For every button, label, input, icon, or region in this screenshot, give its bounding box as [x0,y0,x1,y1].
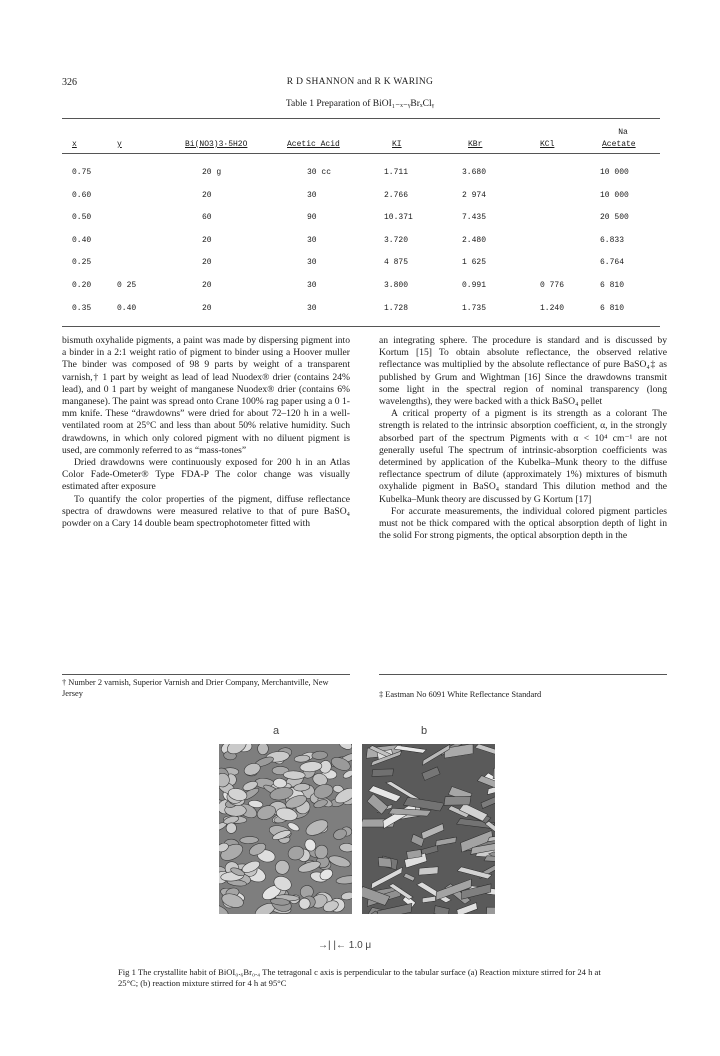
micrograph-b [362,744,495,914]
table-cell: 6.764 [600,258,625,268]
table-cell: 30 [307,281,317,290]
table-cell: 10.371 [384,213,413,223]
table-cell: 20 [202,190,212,200]
table-cell: 1.735 [462,303,487,313]
micrograph-a-image [219,744,352,914]
table-cell: 0.50 [72,213,92,223]
table-cell: 0.40 [72,235,92,245]
table-header-na-acetate: Acetate [602,140,636,149]
paragraph: Dried drawdowns were continuously exposed for 200 h in an Atlas Color Fade-Ometer® Type FDA-P The color change was visually estimated after exposure [62,457,350,493]
table-title: Table 1 Preparation of BiOI₁₋ₓ₋ᵧBrₓClᵧ [285,99,435,109]
table-cell: 1.728 [384,303,409,313]
footnote-rule-left [62,674,350,675]
table-cell: 3.800 [384,281,409,290]
table-cell: 0.40 [117,303,137,313]
table-header-acetic-acid: Acetic Acid [287,140,340,149]
table-row [62,281,660,293]
table-header-x: x [72,140,77,149]
table-header-y: y [117,140,122,149]
table-header-ki: KI [392,140,402,149]
table-row [62,213,660,225]
table-header-kcl: KCl [540,140,555,149]
table-header-bismuth-nitrate: Bi(NO3)3·5H2O [185,140,248,149]
footnote-right: ‡ Eastman No 6091 White Reflectance Standard [379,690,542,699]
panel-b-label: b [421,725,428,737]
table-cell: 6.833 [600,235,625,245]
footnote-left: † Number 2 varnish, Superior Varnish and Drier Company, Merchantville, New Jersey [62,678,329,698]
table-cell: 2.480 [462,235,487,245]
table-cell: 0 25 [117,281,137,290]
table-cell: 0.75 [72,168,92,177]
table-cell: 60 [202,213,212,223]
table-cell: 20 [202,235,212,245]
panel-a-label: a [273,725,280,737]
table-cell: 6 810 [600,303,625,313]
table-cell: 1.711 [384,168,409,177]
table-row [62,258,660,270]
paragraph: For accurate measurements, the individual colored pigment particles must not be thick compared with the optical absorption depth of light in the solid For strong pigments, the optical absorption depth in the [379,505,667,542]
table-row [62,191,660,203]
table-cell: 90 [307,213,317,223]
paragraph: A critical property of a pigment is its strength as a colorant The strength is related to the intrinsic absorption coefficient, α, in the strongly absorbed part of the spectrum Pigments with α < 10⁴ cm⁻¹ are not generally useful The spectrum of intrinsic-absorption coefficients was determined by application of the Kubelka–Munk theory to the diffuse reflectance spectrum of dilute (approximately 1%) mixtures of bismuth oxyhalide pigment in BaSO₄ standard This dilution method and the Kubelka–Munk theory are discussed by G Kortum [17] [379,408,667,505]
micrograph-a [219,744,352,914]
table-cell: 0.20 [72,281,92,290]
table-header-kbr: KBr [468,140,483,149]
paragraph: an integrating sphere. The procedure is standard and is discussed by Kortum [15] To obtain absolute reflectance, the observed relative reflectance was multiplied by the absolute reflectance of pure BaSO₄‡ as published by Grum and Wightman [16] Since the drawdowns transmit some light in the spectral region of nominal transparency (long wavelengths), they were backed with a thick BaSO₄ pellet [379,335,667,408]
table-cell: 30 [307,235,317,245]
table-cell: 3.720 [384,235,409,245]
body-column-right [379,335,667,542]
table-cell: 20 g [202,168,222,177]
table-cell: 7.435 [462,213,487,223]
body-column-left [62,335,350,530]
table-cell: 30 [307,258,317,268]
table-cell: 10 000 [600,190,629,200]
paragraph: To quantify the color properties of the pigment, diffuse reflectance spectra of drawdowns were measured relative to that of pure BaSO₄ powder on a Cary 14 double beam spectrophotometer fitted with [62,493,350,530]
table-cell: 1.240 [540,303,565,313]
table-row [62,304,660,316]
table-row [62,168,660,180]
table-cell: 20 [202,281,212,290]
table-cell: 2 974 [462,190,487,200]
table-cell: 4 875 [384,258,409,268]
table-cell: 0.35 [72,303,92,313]
table-cell: 2.766 [384,190,409,200]
table-row [62,236,660,248]
paragraph: bismuth oxyhalide pigments, a paint was made by dispersing pigment into a binder in a 2:1 weight ratio of pigment to binder using a Hoover muller The binder was composed of 98 9 parts by weight of a transparent varnish,† 1 part by weight as lead of lead Nuodex® drier (contains 24% lead), and 0 1 part by weight of manganese Nuodex® drier (contains 6% manganese). The paint was spread onto Crane 100% rag paper using a 0 1-mm knife. These “drawdowns” were dried for about 72–120 h in a well-ventilated room at 25°C and less than about 50% relative humidity. Such drawdowns, in which only colored pigment with no diluent pigment is used, are commonly referred to as “mass-tones” [62,335,350,456]
table-cell: 6 810 [600,281,625,290]
table-cell: 0.25 [72,258,92,268]
table-cell: 1 625 [462,258,487,268]
table-cell: 20 [202,303,212,313]
table-cell: 20 [202,258,212,268]
table-cell: 10 000 [600,168,629,177]
table-cell: 30 [307,190,317,200]
scale-bar-label: →| |← 1.0 μ [318,940,372,951]
table-cell: 3.680 [462,168,487,177]
table-cell: 20 500 [600,213,629,223]
table-cell: 0.991 [462,281,487,290]
running-head: R D SHANNON and R K WARING [286,77,434,87]
table-cell: 30 cc [307,168,332,177]
table-header-na: Na [618,128,628,137]
footnote-rule-right [379,674,667,675]
table-cell: 0 776 [540,281,565,290]
figure-caption: Fig 1 The crystallite habit of BiOI₀.₆Br₀.₄ The tetragonal c axis is perpendicular to the tabular surface (a) Reaction mixture stirred for 24 h at 25°C; (b) reaction mixture stirred for 4 h at 95°C [118,967,601,988]
micrograph-b-image [362,744,495,914]
table-cell: 0.60 [72,190,92,200]
table-cell: 30 [307,303,317,313]
page-number: 326 [62,77,77,88]
